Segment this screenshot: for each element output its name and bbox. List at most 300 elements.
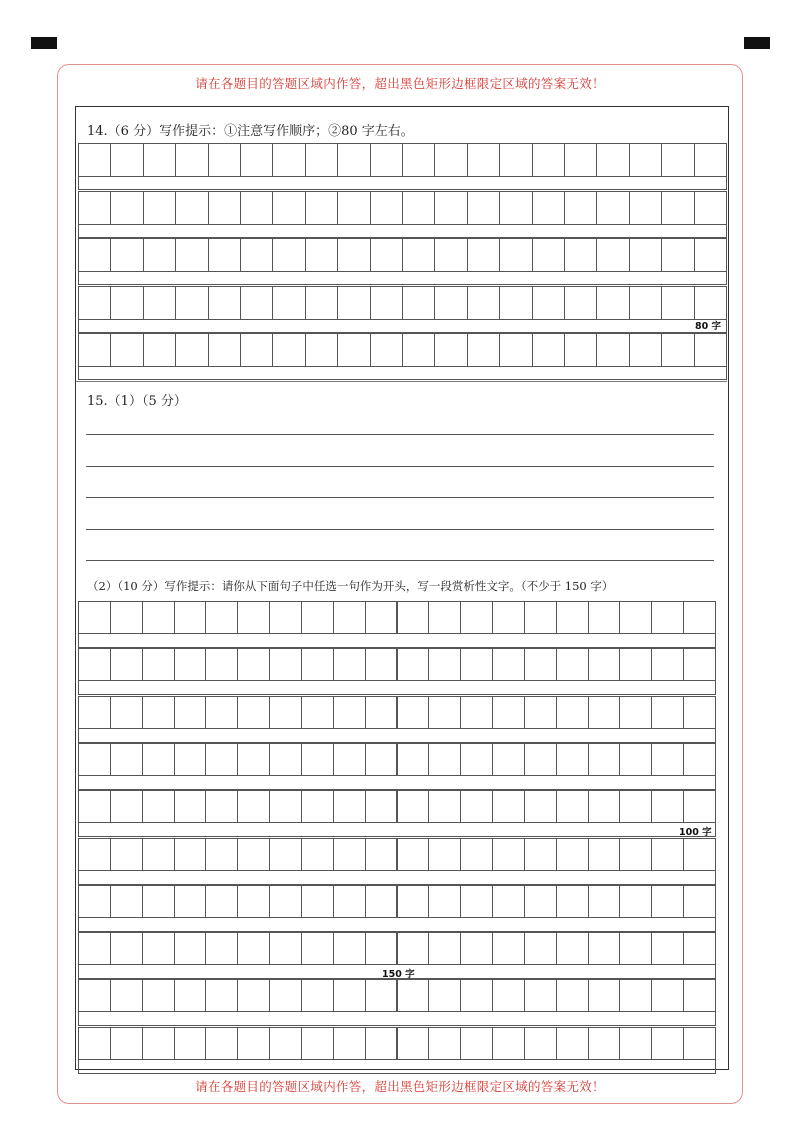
grid-cell[interactable] bbox=[492, 885, 525, 918]
grid-cell[interactable] bbox=[524, 743, 557, 776]
grid-cell[interactable] bbox=[240, 286, 273, 320]
grid-cell[interactable] bbox=[333, 743, 366, 776]
grid-cell[interactable] bbox=[208, 333, 241, 367]
grid-cell[interactable] bbox=[370, 143, 403, 177]
grid-cell[interactable] bbox=[370, 286, 403, 320]
grid-cell[interactable] bbox=[78, 885, 111, 918]
grid-cell[interactable] bbox=[333, 696, 366, 729]
grid-cell[interactable] bbox=[619, 696, 652, 729]
grid-cell[interactable] bbox=[683, 979, 716, 1012]
grid-cell[interactable] bbox=[434, 238, 467, 272]
grid-cell[interactable] bbox=[269, 601, 302, 634]
grid-cell[interactable] bbox=[110, 696, 143, 729]
grid-cell[interactable] bbox=[142, 648, 175, 681]
grid-cell[interactable] bbox=[683, 838, 716, 871]
grid-cell[interactable] bbox=[683, 601, 716, 634]
grid-cell[interactable] bbox=[428, 932, 461, 965]
grid-cell[interactable] bbox=[460, 648, 493, 681]
grid-cell[interactable] bbox=[588, 979, 621, 1012]
grid-cell[interactable] bbox=[556, 696, 589, 729]
grid-cell[interactable] bbox=[78, 790, 111, 823]
grid-cell[interactable] bbox=[272, 143, 305, 177]
grid-cell[interactable] bbox=[78, 191, 111, 225]
grid-cell[interactable] bbox=[205, 696, 238, 729]
grid-cell[interactable] bbox=[564, 191, 597, 225]
grid-cell[interactable] bbox=[240, 143, 273, 177]
grid-cell[interactable] bbox=[110, 143, 143, 177]
grid-cell[interactable] bbox=[556, 601, 589, 634]
grid-cell[interactable] bbox=[365, 648, 398, 681]
grid-cell[interactable] bbox=[499, 286, 532, 320]
grid-cell[interactable] bbox=[499, 143, 532, 177]
grid-cell[interactable] bbox=[78, 333, 111, 367]
grid-cell[interactable] bbox=[499, 191, 532, 225]
grid-cell[interactable] bbox=[142, 601, 175, 634]
grid-cell[interactable] bbox=[143, 238, 176, 272]
grid-cell[interactable] bbox=[467, 333, 500, 367]
grid-cell[interactable] bbox=[175, 143, 208, 177]
grid-cell[interactable] bbox=[619, 601, 652, 634]
grid-cell[interactable] bbox=[78, 648, 111, 681]
grid-cell[interactable] bbox=[305, 333, 338, 367]
grid-cell[interactable] bbox=[301, 696, 334, 729]
grid-cell[interactable] bbox=[174, 648, 207, 681]
grid-cell[interactable] bbox=[683, 648, 716, 681]
grid-cell[interactable] bbox=[237, 790, 270, 823]
grid-cell[interactable] bbox=[175, 238, 208, 272]
grid-cell[interactable] bbox=[524, 838, 557, 871]
grid-cell[interactable] bbox=[683, 932, 716, 965]
grid-cell[interactable] bbox=[434, 143, 467, 177]
grid-cell[interactable] bbox=[460, 696, 493, 729]
grid-cell[interactable] bbox=[78, 743, 111, 776]
grid-cell[interactable] bbox=[492, 743, 525, 776]
grid-cell[interactable] bbox=[460, 979, 493, 1012]
answer-line[interactable] bbox=[86, 560, 714, 561]
grid-cell[interactable] bbox=[694, 333, 727, 367]
grid-cell[interactable] bbox=[629, 333, 662, 367]
grid-cell[interactable] bbox=[556, 885, 589, 918]
grid-cell[interactable] bbox=[694, 143, 727, 177]
grid-cell[interactable] bbox=[337, 238, 370, 272]
grid-cell[interactable] bbox=[110, 743, 143, 776]
grid-cell[interactable] bbox=[269, 885, 302, 918]
grid-cell[interactable] bbox=[492, 790, 525, 823]
grid-cell[interactable] bbox=[556, 838, 589, 871]
grid-cell[interactable] bbox=[237, 1027, 270, 1060]
grid-cell[interactable] bbox=[175, 286, 208, 320]
grid-cell[interactable] bbox=[532, 191, 565, 225]
grid-cell[interactable] bbox=[694, 238, 727, 272]
grid-cell[interactable] bbox=[683, 743, 716, 776]
grid-cell[interactable] bbox=[524, 601, 557, 634]
grid-cell[interactable] bbox=[564, 333, 597, 367]
grid-cell[interactable] bbox=[174, 885, 207, 918]
grid-cell[interactable] bbox=[205, 979, 238, 1012]
grid-cell[interactable] bbox=[460, 838, 493, 871]
grid-cell[interactable] bbox=[301, 743, 334, 776]
grid-cell[interactable] bbox=[556, 1027, 589, 1060]
grid-cell[interactable] bbox=[301, 838, 334, 871]
grid-cell[interactable] bbox=[174, 979, 207, 1012]
grid-cell[interactable] bbox=[237, 601, 270, 634]
grid-cell[interactable] bbox=[365, 885, 398, 918]
grid-cell[interactable] bbox=[596, 286, 629, 320]
grid-cell[interactable] bbox=[78, 696, 111, 729]
grid-cell[interactable] bbox=[174, 601, 207, 634]
grid-cell[interactable] bbox=[532, 286, 565, 320]
grid-cell[interactable] bbox=[205, 648, 238, 681]
grid-cell[interactable] bbox=[397, 838, 430, 871]
grid-cell[interactable] bbox=[142, 979, 175, 1012]
grid-cell[interactable] bbox=[365, 979, 398, 1012]
grid-cell[interactable] bbox=[240, 238, 273, 272]
grid-cell[interactable] bbox=[175, 191, 208, 225]
grid-cell[interactable] bbox=[175, 333, 208, 367]
grid-cell[interactable] bbox=[272, 286, 305, 320]
grid-cell[interactable] bbox=[402, 191, 435, 225]
grid-cell[interactable] bbox=[142, 1027, 175, 1060]
grid-cell[interactable] bbox=[205, 601, 238, 634]
grid-cell[interactable] bbox=[651, 1027, 684, 1060]
grid-cell[interactable] bbox=[434, 191, 467, 225]
grid-cell[interactable] bbox=[629, 238, 662, 272]
grid-cell[interactable] bbox=[110, 932, 143, 965]
grid-cell[interactable] bbox=[269, 696, 302, 729]
grid-cell[interactable] bbox=[110, 286, 143, 320]
grid-cell[interactable] bbox=[301, 1027, 334, 1060]
grid-cell[interactable] bbox=[365, 1027, 398, 1060]
grid-cell[interactable] bbox=[301, 601, 334, 634]
grid-cell[interactable] bbox=[556, 932, 589, 965]
grid-cell[interactable] bbox=[492, 601, 525, 634]
grid-cell[interactable] bbox=[272, 238, 305, 272]
grid-cell[interactable] bbox=[402, 333, 435, 367]
grid-cell[interactable] bbox=[174, 1027, 207, 1060]
answer-line[interactable] bbox=[86, 497, 714, 498]
grid-cell[interactable] bbox=[524, 1027, 557, 1060]
grid-cell[interactable] bbox=[619, 885, 652, 918]
grid-cell[interactable] bbox=[205, 743, 238, 776]
grid-cell[interactable] bbox=[301, 979, 334, 1012]
grid-cell[interactable] bbox=[492, 1027, 525, 1060]
grid-cell[interactable] bbox=[142, 838, 175, 871]
grid-cell[interactable] bbox=[467, 286, 500, 320]
grid-cell[interactable] bbox=[143, 191, 176, 225]
grid-cell[interactable] bbox=[564, 238, 597, 272]
grid-cell[interactable] bbox=[588, 648, 621, 681]
grid-cell[interactable] bbox=[269, 743, 302, 776]
grid-cell[interactable] bbox=[651, 979, 684, 1012]
grid-cell[interactable] bbox=[596, 143, 629, 177]
grid-cell[interactable] bbox=[532, 333, 565, 367]
grid-cell[interactable] bbox=[301, 648, 334, 681]
grid-cell[interactable] bbox=[434, 286, 467, 320]
grid-cell[interactable] bbox=[629, 143, 662, 177]
grid-cell[interactable] bbox=[428, 979, 461, 1012]
grid-cell[interactable] bbox=[596, 333, 629, 367]
grid-cell[interactable] bbox=[301, 790, 334, 823]
grid-cell[interactable] bbox=[428, 601, 461, 634]
grid-cell[interactable] bbox=[694, 191, 727, 225]
grid-cell[interactable] bbox=[110, 979, 143, 1012]
grid-cell[interactable] bbox=[110, 238, 143, 272]
grid-cell[interactable] bbox=[467, 143, 500, 177]
grid-cell[interactable] bbox=[397, 885, 430, 918]
grid-cell[interactable] bbox=[397, 743, 430, 776]
grid-cell[interactable] bbox=[205, 838, 238, 871]
grid-cell[interactable] bbox=[499, 238, 532, 272]
grid-cell[interactable] bbox=[208, 238, 241, 272]
grid-cell[interactable] bbox=[492, 648, 525, 681]
grid-cell[interactable] bbox=[651, 648, 684, 681]
grid-cell[interactable] bbox=[402, 238, 435, 272]
grid-cell[interactable] bbox=[205, 790, 238, 823]
grid-cell[interactable] bbox=[524, 648, 557, 681]
grid-cell[interactable] bbox=[694, 286, 727, 320]
grid-cell[interactable] bbox=[78, 238, 111, 272]
grid-cell[interactable] bbox=[269, 979, 302, 1012]
grid-cell[interactable] bbox=[333, 648, 366, 681]
grid-cell[interactable] bbox=[269, 838, 302, 871]
grid-cell[interactable] bbox=[365, 601, 398, 634]
grid-cell[interactable] bbox=[110, 885, 143, 918]
grid-cell[interactable] bbox=[110, 790, 143, 823]
grid-cell[interactable] bbox=[370, 333, 403, 367]
grid-cell[interactable] bbox=[532, 143, 565, 177]
grid-cell[interactable] bbox=[370, 238, 403, 272]
grid-cell[interactable] bbox=[661, 143, 694, 177]
grid-cell[interactable] bbox=[556, 790, 589, 823]
grid-cell[interactable] bbox=[78, 979, 111, 1012]
grid-cell[interactable] bbox=[397, 1027, 430, 1060]
grid-cell[interactable] bbox=[337, 143, 370, 177]
grid-cell[interactable] bbox=[205, 1027, 238, 1060]
grid-cell[interactable] bbox=[208, 191, 241, 225]
grid-cell[interactable] bbox=[651, 838, 684, 871]
grid-cell[interactable] bbox=[588, 1027, 621, 1060]
grid-cell[interactable] bbox=[460, 790, 493, 823]
grid-cell[interactable] bbox=[619, 790, 652, 823]
grid-cell[interactable] bbox=[174, 790, 207, 823]
grid-cell[interactable] bbox=[460, 601, 493, 634]
grid-cell[interactable] bbox=[174, 696, 207, 729]
grid-cell[interactable] bbox=[532, 238, 565, 272]
grid-cell[interactable] bbox=[237, 885, 270, 918]
grid-cell[interactable] bbox=[524, 790, 557, 823]
grid-cell[interactable] bbox=[142, 885, 175, 918]
grid-cell[interactable] bbox=[651, 932, 684, 965]
grid-cell[interactable] bbox=[683, 790, 716, 823]
grid-cell[interactable] bbox=[305, 238, 338, 272]
grid-cell[interactable] bbox=[208, 143, 241, 177]
grid-cell[interactable] bbox=[492, 979, 525, 1012]
grid-cell[interactable] bbox=[272, 191, 305, 225]
grid-cell[interactable] bbox=[397, 696, 430, 729]
grid-cell[interactable] bbox=[110, 838, 143, 871]
grid-cell[interactable] bbox=[205, 932, 238, 965]
grid-cell[interactable] bbox=[337, 191, 370, 225]
grid-cell[interactable] bbox=[337, 333, 370, 367]
grid-cell[interactable] bbox=[588, 790, 621, 823]
grid-cell[interactable] bbox=[240, 333, 273, 367]
grid-cell[interactable] bbox=[237, 743, 270, 776]
grid-cell[interactable] bbox=[619, 932, 652, 965]
grid-cell[interactable] bbox=[337, 286, 370, 320]
grid-cell[interactable] bbox=[651, 743, 684, 776]
grid-cell[interactable] bbox=[651, 885, 684, 918]
grid-cell[interactable] bbox=[333, 790, 366, 823]
grid-cell[interactable] bbox=[174, 932, 207, 965]
grid-cell[interactable] bbox=[365, 743, 398, 776]
grid-cell[interactable] bbox=[492, 838, 525, 871]
answer-line[interactable] bbox=[86, 466, 714, 467]
grid-cell[interactable] bbox=[143, 333, 176, 367]
grid-cell[interactable] bbox=[205, 885, 238, 918]
grid-cell[interactable] bbox=[564, 143, 597, 177]
grid-cell[interactable] bbox=[661, 286, 694, 320]
grid-cell[interactable] bbox=[333, 838, 366, 871]
grid-cell[interactable] bbox=[661, 238, 694, 272]
grid-cell[interactable] bbox=[683, 885, 716, 918]
grid-cell[interactable] bbox=[365, 932, 398, 965]
grid-cell[interactable] bbox=[397, 932, 430, 965]
grid-cell[interactable] bbox=[365, 838, 398, 871]
grid-cell[interactable] bbox=[619, 1027, 652, 1060]
grid-cell[interactable] bbox=[237, 979, 270, 1012]
grid-cell[interactable] bbox=[208, 286, 241, 320]
grid-cell[interactable] bbox=[428, 1027, 461, 1060]
grid-cell[interactable] bbox=[683, 1027, 716, 1060]
grid-cell[interactable] bbox=[333, 601, 366, 634]
grid-cell[interactable] bbox=[556, 648, 589, 681]
grid-cell[interactable] bbox=[237, 696, 270, 729]
grid-cell[interactable] bbox=[588, 885, 621, 918]
answer-line[interactable] bbox=[86, 434, 714, 435]
grid-cell[interactable] bbox=[142, 932, 175, 965]
grid-cell[interactable] bbox=[499, 333, 532, 367]
grid-cell[interactable] bbox=[237, 648, 270, 681]
grid-cell[interactable] bbox=[78, 286, 111, 320]
grid-cell[interactable] bbox=[269, 790, 302, 823]
grid-cell[interactable] bbox=[492, 696, 525, 729]
grid-cell[interactable] bbox=[333, 979, 366, 1012]
grid-cell[interactable] bbox=[596, 191, 629, 225]
grid-cell[interactable] bbox=[78, 143, 111, 177]
grid-cell[interactable] bbox=[78, 838, 111, 871]
grid-cell[interactable] bbox=[305, 143, 338, 177]
grid-cell[interactable] bbox=[402, 286, 435, 320]
grid-cell[interactable] bbox=[651, 696, 684, 729]
grid-cell[interactable] bbox=[110, 333, 143, 367]
grid-cell[interactable] bbox=[402, 143, 435, 177]
grid-cell[interactable] bbox=[428, 696, 461, 729]
grid-cell[interactable] bbox=[467, 238, 500, 272]
grid-cell[interactable] bbox=[467, 191, 500, 225]
grid-cell[interactable] bbox=[428, 648, 461, 681]
grid-cell[interactable] bbox=[619, 838, 652, 871]
grid-cell[interactable] bbox=[272, 333, 305, 367]
grid-cell[interactable] bbox=[661, 191, 694, 225]
grid-cell[interactable] bbox=[460, 743, 493, 776]
grid-cell[interactable] bbox=[556, 743, 589, 776]
grid-cell[interactable] bbox=[397, 790, 430, 823]
grid-cell[interactable] bbox=[564, 286, 597, 320]
grid-cell[interactable] bbox=[143, 286, 176, 320]
grid-cell[interactable] bbox=[661, 333, 694, 367]
grid-cell[interactable] bbox=[110, 648, 143, 681]
grid-cell[interactable] bbox=[619, 648, 652, 681]
grid-cell[interactable] bbox=[333, 1027, 366, 1060]
grid-cell[interactable] bbox=[619, 743, 652, 776]
grid-cell[interactable] bbox=[397, 648, 430, 681]
grid-cell[interactable] bbox=[365, 696, 398, 729]
grid-cell[interactable] bbox=[524, 932, 557, 965]
grid-cell[interactable] bbox=[333, 885, 366, 918]
grid-cell[interactable] bbox=[301, 932, 334, 965]
grid-cell[interactable] bbox=[629, 191, 662, 225]
grid-cell[interactable] bbox=[142, 790, 175, 823]
grid-cell[interactable] bbox=[305, 191, 338, 225]
grid-cell[interactable] bbox=[619, 979, 652, 1012]
grid-cell[interactable] bbox=[588, 932, 621, 965]
grid-cell[interactable] bbox=[397, 601, 430, 634]
grid-cell[interactable] bbox=[240, 191, 273, 225]
grid-cell[interactable] bbox=[269, 1027, 302, 1060]
grid-cell[interactable] bbox=[143, 143, 176, 177]
grid-cell[interactable] bbox=[78, 932, 111, 965]
grid-cell[interactable] bbox=[237, 932, 270, 965]
grid-cell[interactable] bbox=[460, 885, 493, 918]
grid-cell[interactable] bbox=[588, 696, 621, 729]
grid-cell[interactable] bbox=[269, 648, 302, 681]
grid-cell[interactable] bbox=[596, 238, 629, 272]
grid-cell[interactable] bbox=[428, 885, 461, 918]
grid-cell[interactable] bbox=[651, 601, 684, 634]
grid-cell[interactable] bbox=[78, 1027, 111, 1060]
grid-cell[interactable] bbox=[110, 1027, 143, 1060]
grid-cell[interactable] bbox=[301, 885, 334, 918]
grid-cell[interactable] bbox=[110, 601, 143, 634]
grid-cell[interactable] bbox=[110, 191, 143, 225]
grid-cell[interactable] bbox=[524, 979, 557, 1012]
grid-cell[interactable] bbox=[428, 838, 461, 871]
grid-cell[interactable] bbox=[492, 932, 525, 965]
answer-line[interactable] bbox=[86, 529, 714, 530]
grid-cell[interactable] bbox=[524, 885, 557, 918]
grid-cell[interactable] bbox=[651, 790, 684, 823]
grid-cell[interactable] bbox=[269, 932, 302, 965]
grid-cell[interactable] bbox=[174, 838, 207, 871]
grid-cell[interactable] bbox=[78, 601, 111, 634]
grid-cell[interactable] bbox=[556, 979, 589, 1012]
grid-cell[interactable] bbox=[683, 696, 716, 729]
grid-cell[interactable] bbox=[333, 932, 366, 965]
grid-cell[interactable] bbox=[524, 696, 557, 729]
grid-cell[interactable] bbox=[428, 743, 461, 776]
grid-cell[interactable] bbox=[397, 979, 430, 1012]
grid-cell[interactable] bbox=[237, 838, 270, 871]
grid-cell[interactable] bbox=[460, 932, 493, 965]
grid-cell[interactable] bbox=[370, 191, 403, 225]
grid-cell[interactable] bbox=[434, 333, 467, 367]
grid-cell[interactable] bbox=[460, 1027, 493, 1060]
grid-cell[interactable] bbox=[629, 286, 662, 320]
grid-cell[interactable] bbox=[174, 743, 207, 776]
grid-cell[interactable] bbox=[142, 743, 175, 776]
grid-cell[interactable] bbox=[588, 601, 621, 634]
grid-cell[interactable] bbox=[588, 743, 621, 776]
